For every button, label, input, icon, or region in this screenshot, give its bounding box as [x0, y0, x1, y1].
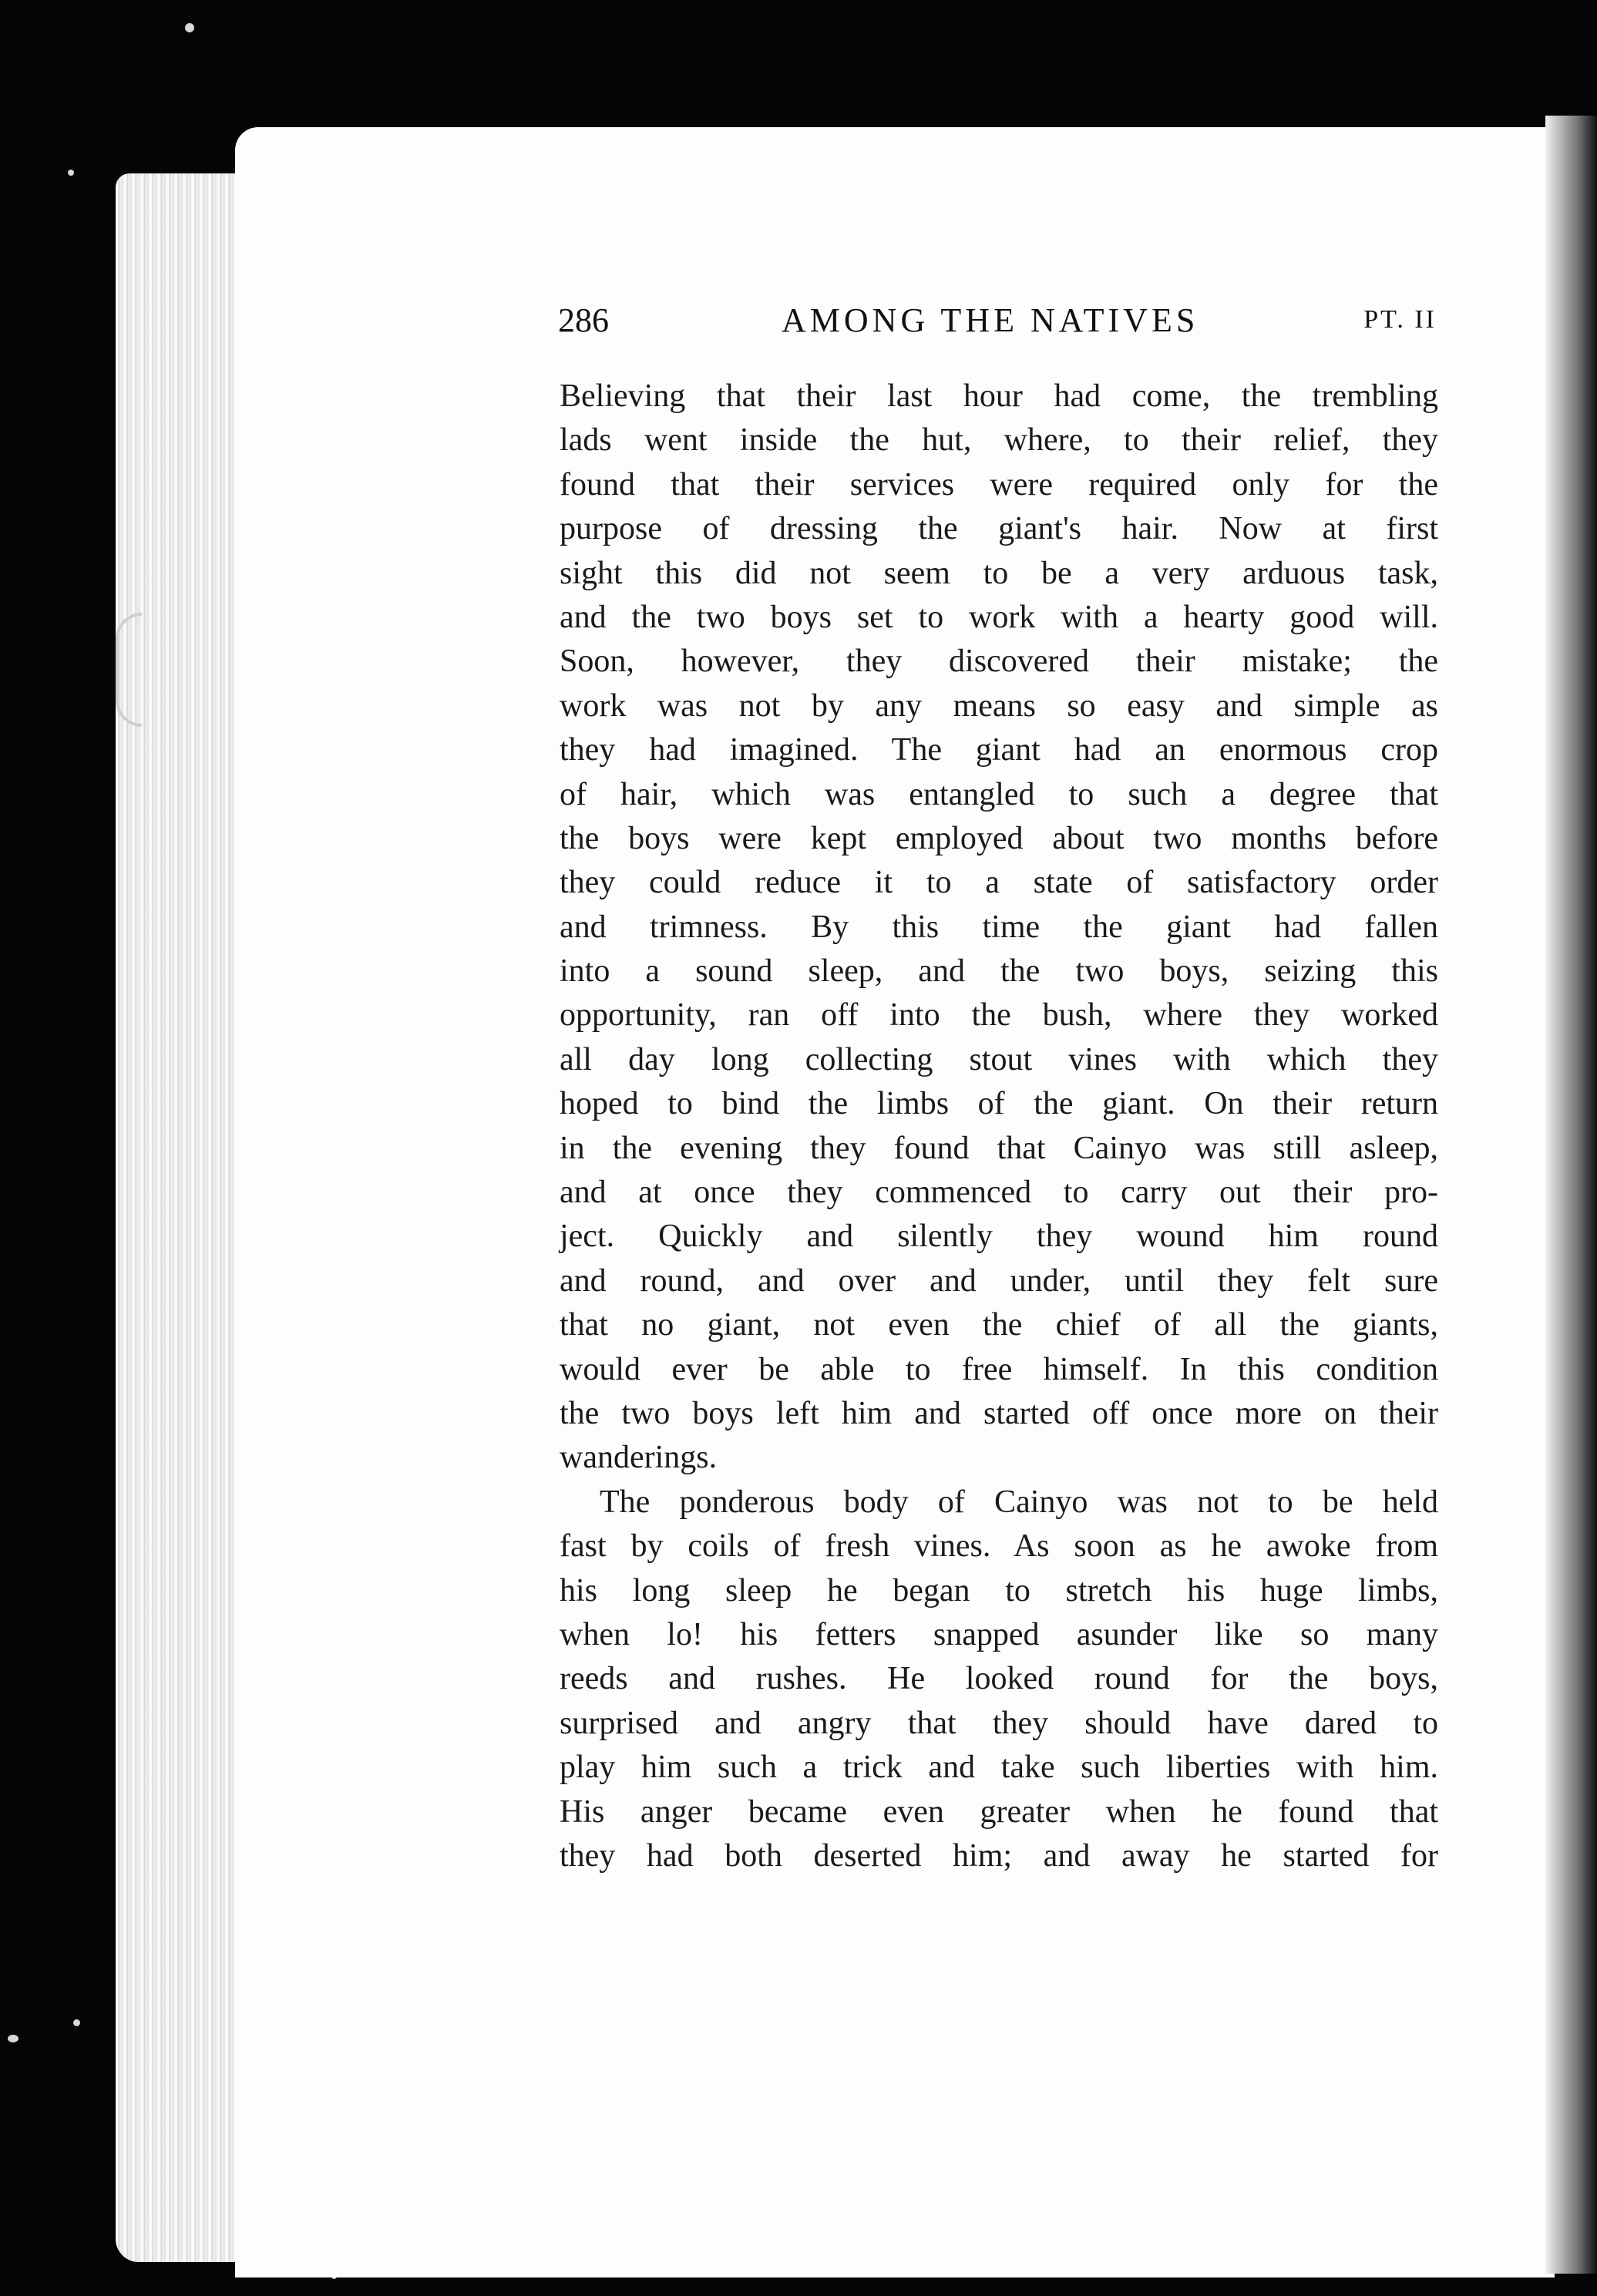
text-line: would ever be able to free himself. In this condition: [560, 1351, 1438, 1387]
text-line: his long sleep he began to stretch his huge limbs,: [560, 1572, 1438, 1609]
text-line: of hair, which was entangled to such a degree that: [560, 776, 1438, 812]
running-head: [558, 301, 1437, 347]
text-line: fast by coils of fresh vines. As soon as he awoke from: [560, 1528, 1438, 1565]
text-line: and the two boys set to work with a hearty good will.: [560, 599, 1438, 635]
paragraph: [560, 1481, 1438, 1879]
text-line: they could reduce it to a state of satisfactory order: [560, 865, 1438, 901]
text-line: play him such a trick and take such liberties with him.: [560, 1750, 1438, 1786]
text-line: surprised and angry that they should have dared to: [560, 1705, 1438, 1741]
text-line: Believing that their last hour had come, the trembling: [560, 378, 1438, 414]
text-line: that no giant, not even the chief of all the giants,: [560, 1307, 1438, 1343]
scan-speck: [68, 170, 74, 176]
text-line: Soon, however, they discovered their mistake; the: [560, 644, 1438, 680]
page-edge-stack: [116, 173, 247, 2262]
text-line: lads went inside the hut, where, to their relief, they: [560, 422, 1438, 459]
scan-speck: [8, 2035, 18, 2042]
page-number: 286: [558, 301, 609, 339]
text-line: the two boys left him and started off once more on their: [560, 1395, 1438, 1431]
scan-speck: [185, 23, 194, 32]
text-line: in the evening they found that Cainyo was still asleep,: [560, 1130, 1438, 1166]
page-gutter-shadow: [1545, 116, 1597, 2274]
text-line: His anger became even greater when he found that: [560, 1793, 1438, 1830]
text-line: sight this did not seem to be a very arduous task,: [560, 555, 1438, 591]
page-edge-curve: [116, 613, 142, 727]
text-line: hoped to bind the limbs of the giant. On their return: [560, 1086, 1438, 1122]
text-line: and trimness. By this time the giant had fallen: [560, 909, 1438, 945]
text-line: and at once they commenced to carry out their pro-: [560, 1175, 1438, 1211]
text-line: and round, and over and under, until they felt sure: [560, 1262, 1438, 1299]
text-line: into a sound sleep, and the two boys, seizing this: [560, 953, 1438, 990]
text-line: they had both deserted him; and away he started for: [560, 1837, 1438, 1874]
text-line: ject. Quickly and silently they wound him round: [560, 1219, 1438, 1255]
text-line: reeds and rushes. He looked round for the boys,: [560, 1661, 1438, 1697]
scan-speck: [73, 2019, 80, 2026]
text-line: the boys were kept employed about two months before: [560, 820, 1438, 856]
text-line: opportunity, ran off into the bush, where they worked: [560, 997, 1438, 1034]
part-label: PT. II: [1363, 305, 1437, 334]
text-line: wanderings.: [560, 1440, 718, 1476]
paragraph: [560, 375, 1438, 1481]
body-text: [560, 375, 1438, 1878]
text-line: they had imagined. The giant had an enormous crop: [560, 732, 1438, 768]
running-title: AMONG THE NATIVES: [782, 301, 1199, 339]
text-line: purpose of dressing the giant's hair. Now at first: [560, 511, 1438, 547]
text-line: found that their services were required only for the: [560, 466, 1438, 503]
text-line: all day long collecting stout vines with which they: [560, 1041, 1438, 1077]
text-line: work was not by any means so easy and simple as: [560, 687, 1438, 724]
text-line: when lo! his fetters snapped asunder like so many: [560, 1616, 1438, 1652]
text-line: The ponderous body of Cainyo was not to be held: [600, 1484, 1438, 1520]
